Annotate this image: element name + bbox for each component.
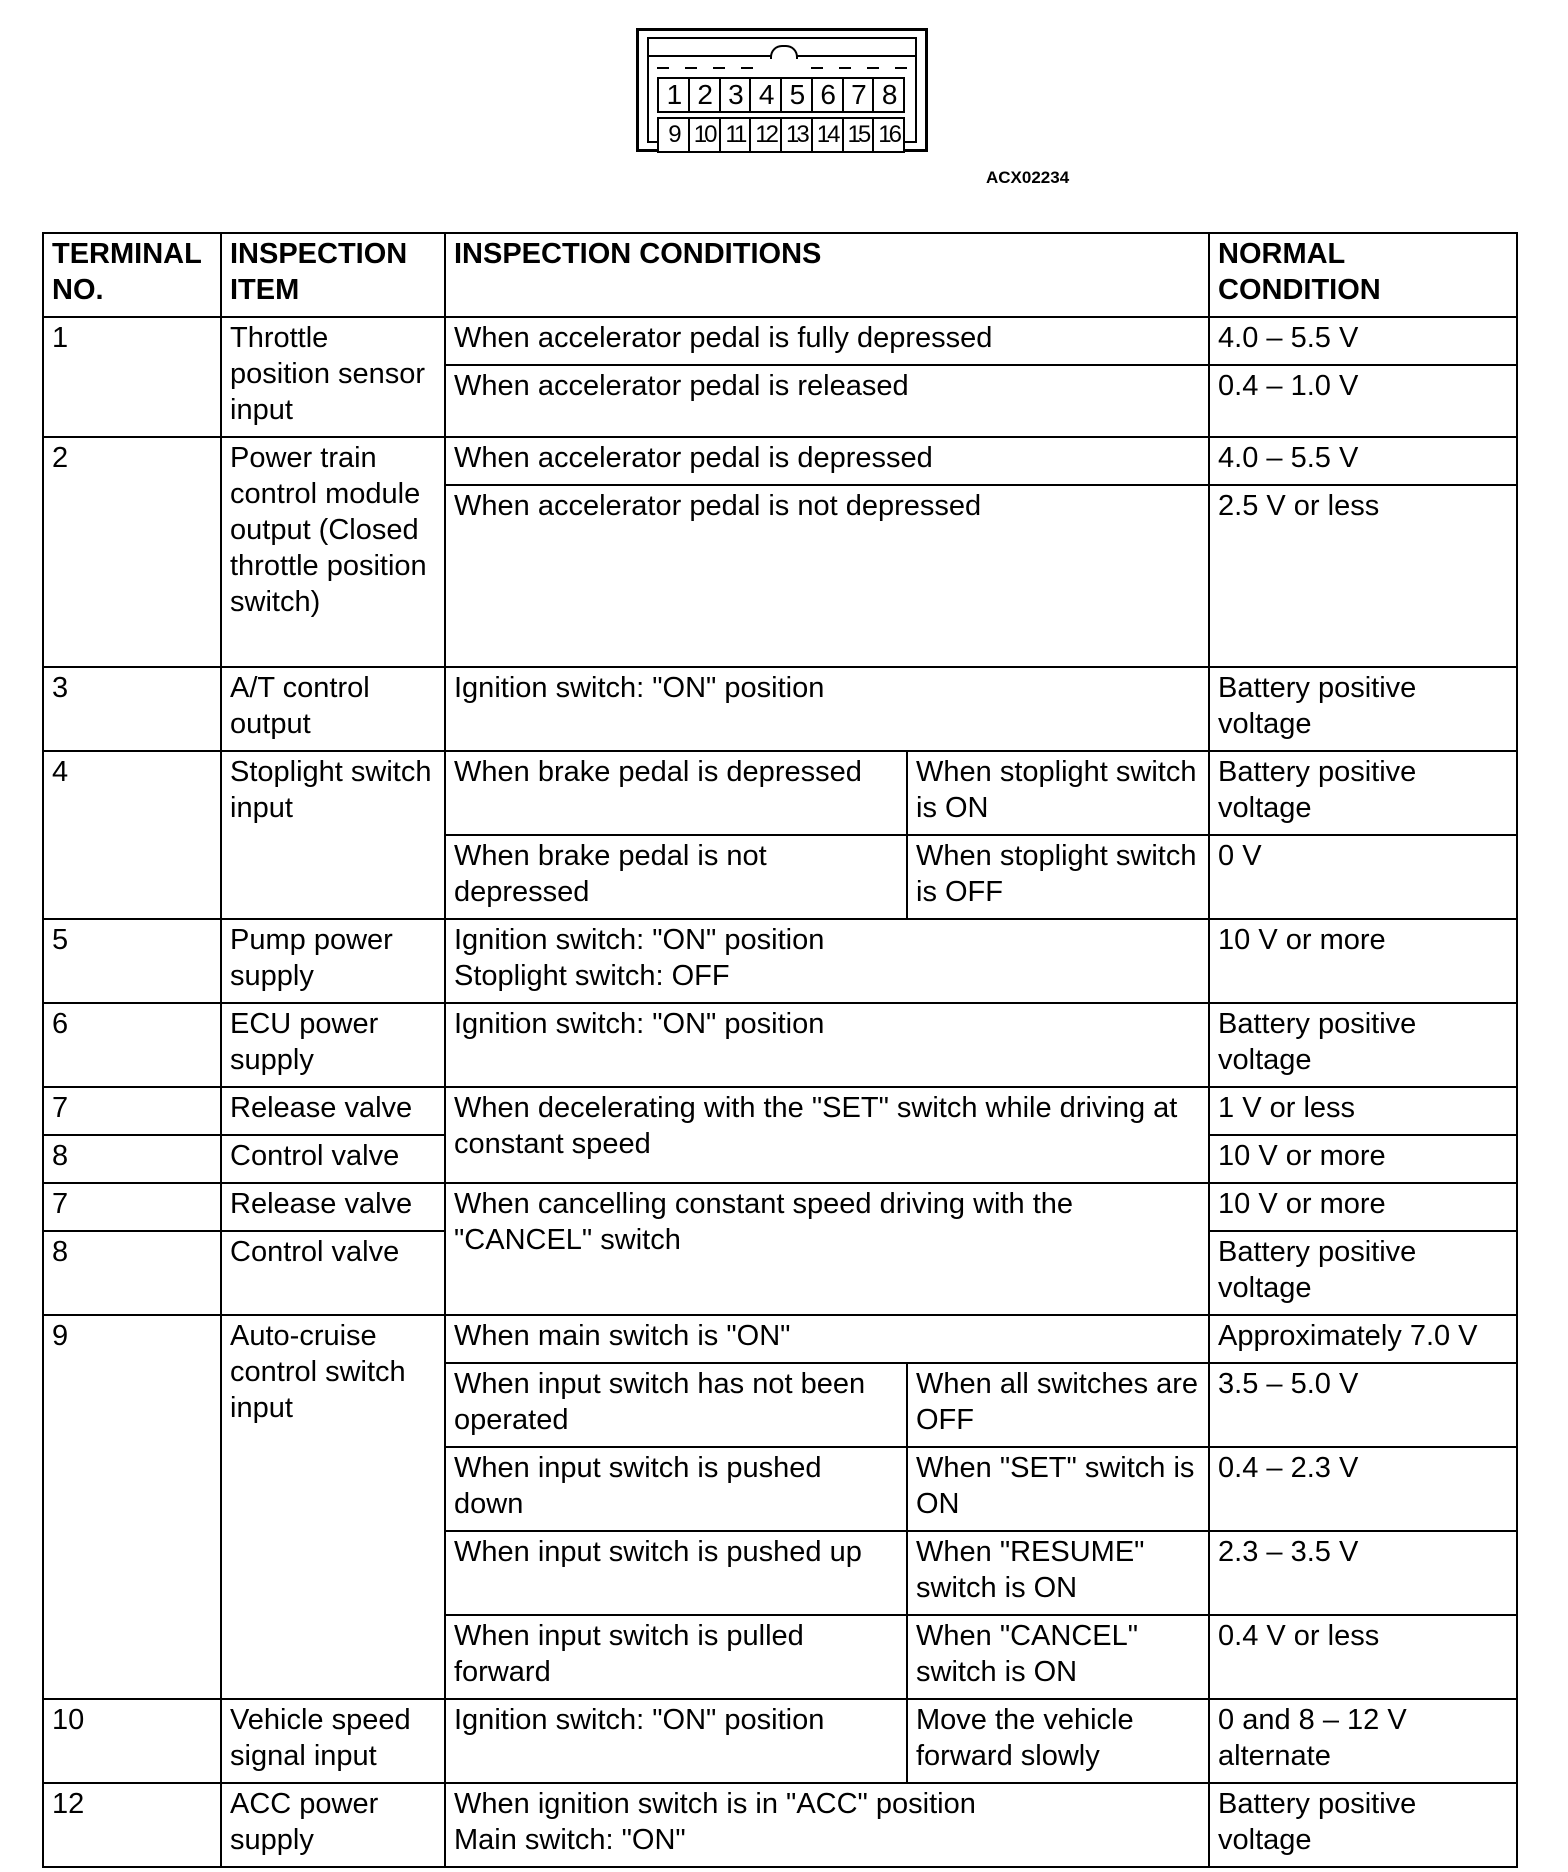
inspection-sub-condition: When all switches are OFF	[907, 1363, 1209, 1447]
inspection-item: Stoplight switch input	[221, 751, 445, 919]
connector-guide-mark	[713, 67, 725, 69]
connector-pin: 2	[688, 77, 721, 113]
normal-condition: 4.0 – 5.5 V	[1209, 317, 1517, 365]
inspection-condition: When input switch is pushed down	[445, 1447, 907, 1531]
terminal-number: 1	[43, 317, 221, 437]
terminal-number: 2	[43, 437, 221, 667]
terminal-number: 7	[43, 1183, 221, 1231]
inspection-sub-condition: When "RESUME" switch is ON	[907, 1531, 1209, 1615]
normal-condition: 4.0 – 5.5 V	[1209, 437, 1517, 485]
inspection-sub-condition: When "SET" switch is ON	[907, 1447, 1209, 1531]
table-row	[43, 437, 1517, 485]
header-normal-condition: NORMAL CONDITION	[1209, 233, 1517, 317]
connector-pin: 14	[811, 117, 844, 153]
inspection-item: ECU power supply	[221, 1003, 445, 1087]
normal-condition: Battery positive voltage	[1209, 1783, 1517, 1867]
normal-condition: Battery positive voltage	[1209, 1231, 1517, 1315]
inspection-item: ACC power supply	[221, 1783, 445, 1867]
inspection-item: Pump power supply	[221, 919, 445, 1003]
inspection-condition: When main switch is "ON"	[445, 1315, 1209, 1363]
normal-condition: 1 V or less	[1209, 1087, 1517, 1135]
normal-condition: 10 V or more	[1209, 919, 1517, 1003]
normal-condition: 2.5 V or less	[1209, 485, 1517, 667]
connector-guide-mark	[657, 67, 669, 69]
connector-pin: 3	[719, 77, 752, 113]
diagram-code: ACX02234	[986, 168, 1070, 187]
terminal-number: 4	[43, 751, 221, 919]
normal-condition: 0 V	[1209, 835, 1517, 919]
inspection-condition: When ignition switch is in "ACC" position Main switch: "ON"	[445, 1783, 1209, 1867]
connector-pin: 13	[780, 117, 813, 153]
connector-housing	[647, 37, 917, 148]
table-row	[43, 751, 1517, 835]
connector-pin: 16	[872, 117, 905, 153]
table-row	[43, 1087, 1517, 1135]
inspection-sub-condition: When "CANCEL" switch is ON	[907, 1615, 1209, 1699]
normal-condition: 0.4 – 1.0 V	[1209, 365, 1517, 437]
inspection-condition: When accelerator pedal is fully depressed	[445, 317, 1209, 365]
terminal-number: 8	[43, 1135, 221, 1183]
normal-condition: 0 and 8 – 12 V alternate	[1209, 1699, 1517, 1783]
connector-guide-mark	[839, 67, 851, 69]
inspection-condition: When decelerating with the "SET" switch while driving at constant speed	[445, 1087, 1209, 1183]
connector-guide-mark	[811, 67, 823, 69]
inspection-item: Power train control module output (Closed throttle position switch)	[221, 437, 445, 667]
inspection-sub-condition: Move the vehicle forward slowly	[907, 1699, 1209, 1783]
inspection-item: Release valve	[221, 1087, 445, 1135]
inspection-condition: Ignition switch: "ON" position	[445, 1003, 1209, 1087]
inspection-condition: When cancelling constant speed driving with the "CANCEL" switch	[445, 1183, 1209, 1315]
header-inspection-conditions: INSPECTION CONDITIONS	[445, 233, 1209, 317]
table-header-row	[43, 233, 1517, 317]
header-terminal-no: TERMINAL NO.	[43, 233, 221, 317]
connector-guide-mark	[867, 67, 879, 69]
inspection-item: Release valve	[221, 1183, 445, 1231]
terminal-number: 3	[43, 667, 221, 751]
inspection-condition: When brake pedal is depressed	[445, 751, 907, 835]
normal-condition: 10 V or more	[1209, 1135, 1517, 1183]
inspection-condition: Ignition switch: "ON" position Stoplight switch: OFF	[445, 919, 1209, 1003]
inspection-item: A/T control output	[221, 667, 445, 751]
connector-pin: 11	[719, 117, 752, 153]
inspection-item: Auto-cruise control switch input	[221, 1315, 445, 1699]
inspection-item: Control valve	[221, 1135, 445, 1183]
normal-condition: Battery positive voltage	[1209, 751, 1517, 835]
connector-pin: 9	[657, 117, 690, 153]
connector-pin: 12	[749, 117, 782, 153]
normal-condition: Battery positive voltage	[1209, 667, 1517, 751]
terminal-number: 5	[43, 919, 221, 1003]
table-row	[43, 317, 1517, 365]
connector-pin: 10	[688, 117, 721, 153]
terminal-number: 8	[43, 1231, 221, 1315]
inspection-condition: When accelerator pedal is depressed	[445, 437, 1209, 485]
connector-diagram	[636, 28, 928, 152]
inspection-sub-condition: When stoplight switch is ON	[907, 751, 1209, 835]
normal-condition: 3.5 – 5.0 V	[1209, 1363, 1517, 1447]
table-row	[43, 1183, 1517, 1231]
connector-guide-mark	[741, 67, 753, 69]
inspection-item: Throttle position sensor input	[221, 317, 445, 437]
inspection-condition: When input switch has not been operated	[445, 1363, 907, 1447]
table-row	[43, 919, 1517, 1003]
terminal-number: 10	[43, 1699, 221, 1783]
inspection-sub-condition: When stoplight switch is OFF	[907, 835, 1209, 919]
table-row	[43, 1783, 1517, 1867]
normal-condition: 10 V or more	[1209, 1183, 1517, 1231]
terminal-inspection-table	[42, 232, 1518, 1868]
inspection-condition: When input switch is pulled forward	[445, 1615, 907, 1699]
inspection-item: Control valve	[221, 1231, 445, 1315]
table-row	[43, 1003, 1517, 1087]
connector-guide-mark	[685, 67, 697, 69]
terminal-number: 9	[43, 1315, 221, 1699]
connector-pin: 1	[657, 77, 690, 113]
inspection-condition: When brake pedal is not depressed	[445, 835, 907, 919]
normal-condition: 0.4 – 2.3 V	[1209, 1447, 1517, 1531]
connector-pin: 6	[811, 77, 844, 113]
terminal-number: 7	[43, 1087, 221, 1135]
inspection-condition: When input switch is pushed up	[445, 1531, 907, 1615]
header-inspection-item: INSPECTION ITEM	[221, 233, 445, 317]
connector-guide-mark	[895, 67, 907, 69]
normal-condition: Approximately 7.0 V	[1209, 1315, 1517, 1363]
connector-lock-tab	[770, 45, 798, 59]
inspection-condition: Ignition switch: "ON" position	[445, 667, 1209, 751]
table-row	[43, 1699, 1517, 1783]
normal-condition: 0.4 V or less	[1209, 1615, 1517, 1699]
connector-pin: 4	[749, 77, 782, 113]
inspection-condition: Ignition switch: "ON" position	[445, 1699, 907, 1783]
inspection-condition: When accelerator pedal is released	[445, 365, 1209, 437]
connector-pin: 7	[842, 77, 875, 113]
inspection-item: Vehicle speed signal input	[221, 1699, 445, 1783]
connector-pin: 5	[780, 77, 813, 113]
normal-condition: Battery positive voltage	[1209, 1003, 1517, 1087]
connector-pin: 15	[842, 117, 875, 153]
normal-condition: 2.3 – 3.5 V	[1209, 1531, 1517, 1615]
connector-pin: 8	[872, 77, 905, 113]
table-row	[43, 1315, 1517, 1363]
connector-pin-row-top	[659, 77, 905, 113]
connector-pin-row-bottom	[659, 117, 905, 153]
table-row	[43, 667, 1517, 751]
terminal-number: 12	[43, 1783, 221, 1867]
terminal-number: 6	[43, 1003, 221, 1087]
inspection-condition: When accelerator pedal is not depressed	[445, 485, 1209, 667]
